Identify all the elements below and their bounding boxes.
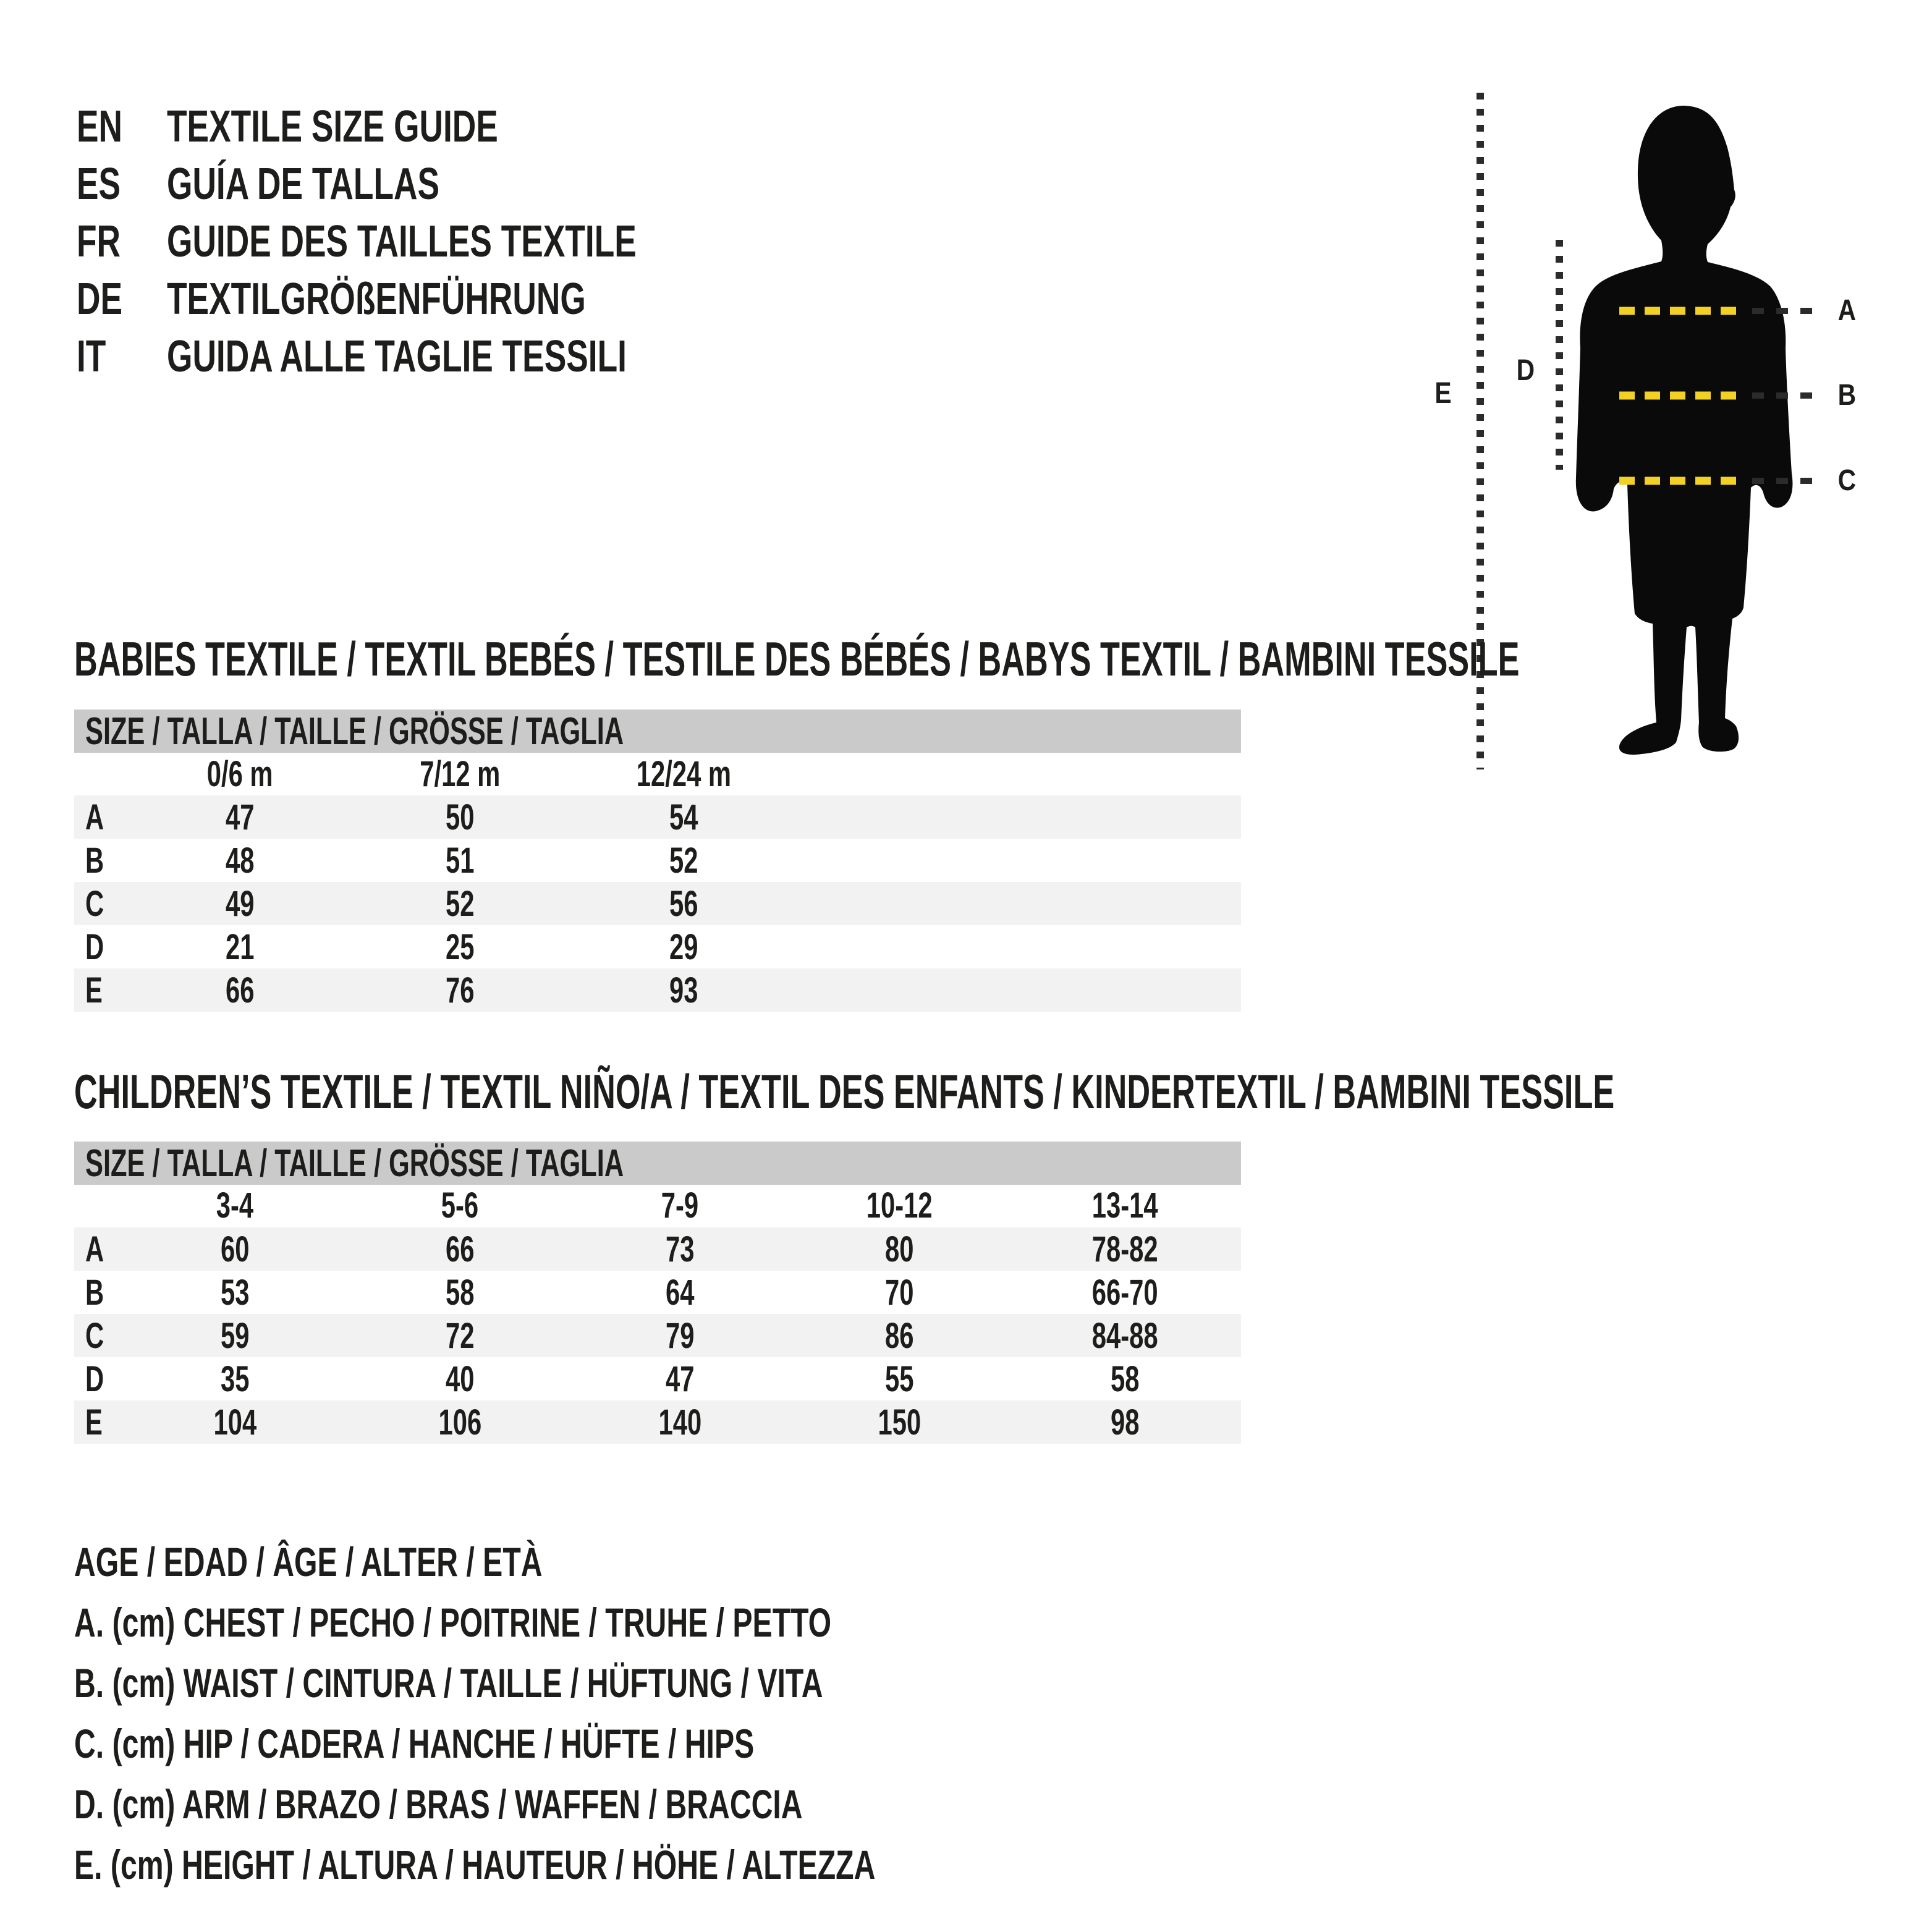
- table-row: [74, 1271, 1241, 1314]
- cell-value: 58: [1110, 1358, 1140, 1399]
- cell-value: 54: [669, 797, 698, 837]
- cell-value: 86: [884, 1315, 914, 1356]
- legend-line-age: AGE / EDAD / ÂGE / ALTER / ETÀ: [74, 1539, 543, 1585]
- language-title: GUIDA ALLE TAGLIE TESSILI: [167, 331, 627, 381]
- legend-line-height: E. (cm) HEIGHT / ALTURA / HAUTEUR / HÖHE / ALTEZZA: [74, 1842, 876, 1888]
- babies-column-header-row: [74, 752, 1241, 795]
- cell-value: 60: [220, 1229, 250, 1269]
- language-code: EN: [77, 101, 123, 151]
- row-label: C: [85, 883, 104, 924]
- cell-value: 104: [213, 1402, 256, 1443]
- babies-section-title: BABIES TEXTILE / TEXTIL BEBÉS / TESTILE DES BÉBÉS / BABYS TEXTIL / BAMBINI TESSILE: [74, 632, 1520, 686]
- cell-value: 72: [445, 1315, 475, 1356]
- cell-value: 66-70: [1091, 1272, 1158, 1313]
- table-row: [74, 925, 1241, 968]
- measure-label-c: C: [1837, 464, 1856, 497]
- cell-value: 76: [445, 970, 475, 1010]
- babies-size-header-bar: SIZE / TALLA / TAILLE / GRÖSSE / TAGLIA: [74, 710, 1241, 753]
- language-title: TEXTILGRÖßENFÜHRUNG: [167, 274, 586, 324]
- children-section-title: CHILDREN’S TEXTILE / TEXTIL NIÑO/A / TEXTIL DES ENFANTS / KINDERTEXTIL / BAMBINI TESSILE: [74, 1064, 1615, 1119]
- measure-label-b: B: [1837, 379, 1856, 412]
- cell-value: 80: [884, 1229, 914, 1269]
- cell-value: 150: [878, 1402, 921, 1443]
- table-row: [74, 882, 1241, 925]
- row-label: C: [85, 1315, 104, 1356]
- cell-value: 53: [220, 1272, 250, 1313]
- column-header: 7/12 m: [419, 753, 501, 794]
- row-label: E: [85, 970, 103, 1010]
- cell-value: 21: [225, 926, 255, 967]
- column-header: 12/24 m: [636, 753, 731, 794]
- cell-value: 50: [445, 797, 475, 837]
- language-title: GUÍA DE TALLAS: [167, 159, 440, 209]
- cell-value: 55: [884, 1358, 914, 1399]
- cell-value: 47: [225, 797, 255, 837]
- cell-value: 70: [884, 1272, 914, 1313]
- cell-value: 47: [665, 1358, 695, 1399]
- measure-label-d: D: [1516, 354, 1535, 387]
- column-header: 5-6: [441, 1185, 479, 1226]
- table-row: [74, 839, 1241, 882]
- cell-value: 106: [438, 1402, 481, 1443]
- language-code: FR: [77, 216, 121, 266]
- language-code: IT: [77, 331, 106, 381]
- cell-value: 66: [225, 970, 255, 1010]
- cell-value: 64: [665, 1272, 695, 1313]
- cell-value: 78-82: [1091, 1229, 1158, 1269]
- column-header: 3-4: [216, 1185, 254, 1226]
- cell-value: 56: [669, 883, 698, 924]
- language-code: DE: [77, 274, 123, 324]
- cell-value: 98: [1110, 1402, 1140, 1443]
- legend-line-arm: D. (cm) ARM / BRAZO / BRAS / WAFFEN / BRACCIA: [74, 1781, 803, 1827]
- cell-value: 49: [225, 883, 255, 924]
- table-row: [74, 1227, 1241, 1271]
- cell-value: 58: [445, 1272, 475, 1313]
- cell-value: 40: [445, 1358, 475, 1399]
- measurement-figure: [1421, 87, 1932, 803]
- cell-value: 35: [220, 1358, 250, 1399]
- language-code: ES: [77, 159, 121, 209]
- legend-line-chest: A. (cm) CHEST / PECHO / POITRINE / TRUHE / PETTO: [74, 1599, 832, 1645]
- language-title-list: [77, 98, 802, 385]
- row-label: B: [85, 840, 104, 881]
- measure-label-e: E: [1434, 377, 1452, 410]
- language-row: [77, 155, 802, 213]
- cell-value: 48: [225, 840, 255, 881]
- column-header: 10-12: [866, 1185, 933, 1226]
- row-label: B: [85, 1272, 104, 1313]
- row-label: D: [85, 926, 104, 967]
- children-column-header-row: [74, 1184, 1241, 1227]
- row-label: A: [85, 797, 104, 837]
- children-size-header-bar: SIZE / TALLA / TAILLE / GRÖSSE / TAGLIA: [74, 1142, 1241, 1185]
- column-header: 7-9: [661, 1185, 699, 1226]
- language-row: [77, 270, 802, 328]
- measurement-legend: [74, 1532, 1172, 1895]
- cell-value: 29: [669, 926, 698, 967]
- cell-value: 79: [665, 1315, 695, 1356]
- cell-value: 93: [669, 970, 698, 1010]
- cell-value: 51: [445, 840, 475, 881]
- table-row: [74, 1314, 1241, 1357]
- legend-line-waist: B. (cm) WAIST / CINTURA / TAILLE / HÜFTUNG / VITA: [74, 1660, 823, 1706]
- cell-value: 73: [665, 1229, 695, 1269]
- cell-value: 59: [220, 1315, 250, 1356]
- column-header: 13-14: [1091, 1185, 1158, 1226]
- cell-value: 52: [669, 840, 698, 881]
- row-label: E: [85, 1402, 103, 1443]
- language-row: [77, 328, 802, 385]
- cell-value: 84-88: [1091, 1315, 1158, 1356]
- cell-value: 25: [445, 926, 475, 967]
- language-title: GUIDE DES TAILLES TEXTILE: [167, 216, 637, 266]
- measure-label-a: A: [1837, 294, 1856, 327]
- row-label: A: [85, 1229, 104, 1269]
- row-label: D: [85, 1358, 104, 1399]
- table-row: [74, 968, 1241, 1012]
- legend-line-hip: C. (cm) HIP / CADERA / HANCHE / HÜFTE / HIPS: [74, 1721, 755, 1766]
- cell-value: 66: [445, 1229, 475, 1269]
- table-row: [74, 1357, 1241, 1400]
- cell-value: 140: [658, 1402, 701, 1443]
- table-row: [74, 1400, 1241, 1444]
- column-header: 0/6 m: [206, 753, 273, 794]
- table-row: [74, 795, 1241, 839]
- language-title: TEXTILE SIZE GUIDE: [167, 101, 498, 151]
- language-row: [77, 98, 802, 155]
- language-row: [77, 213, 802, 270]
- cell-value: 52: [445, 883, 475, 924]
